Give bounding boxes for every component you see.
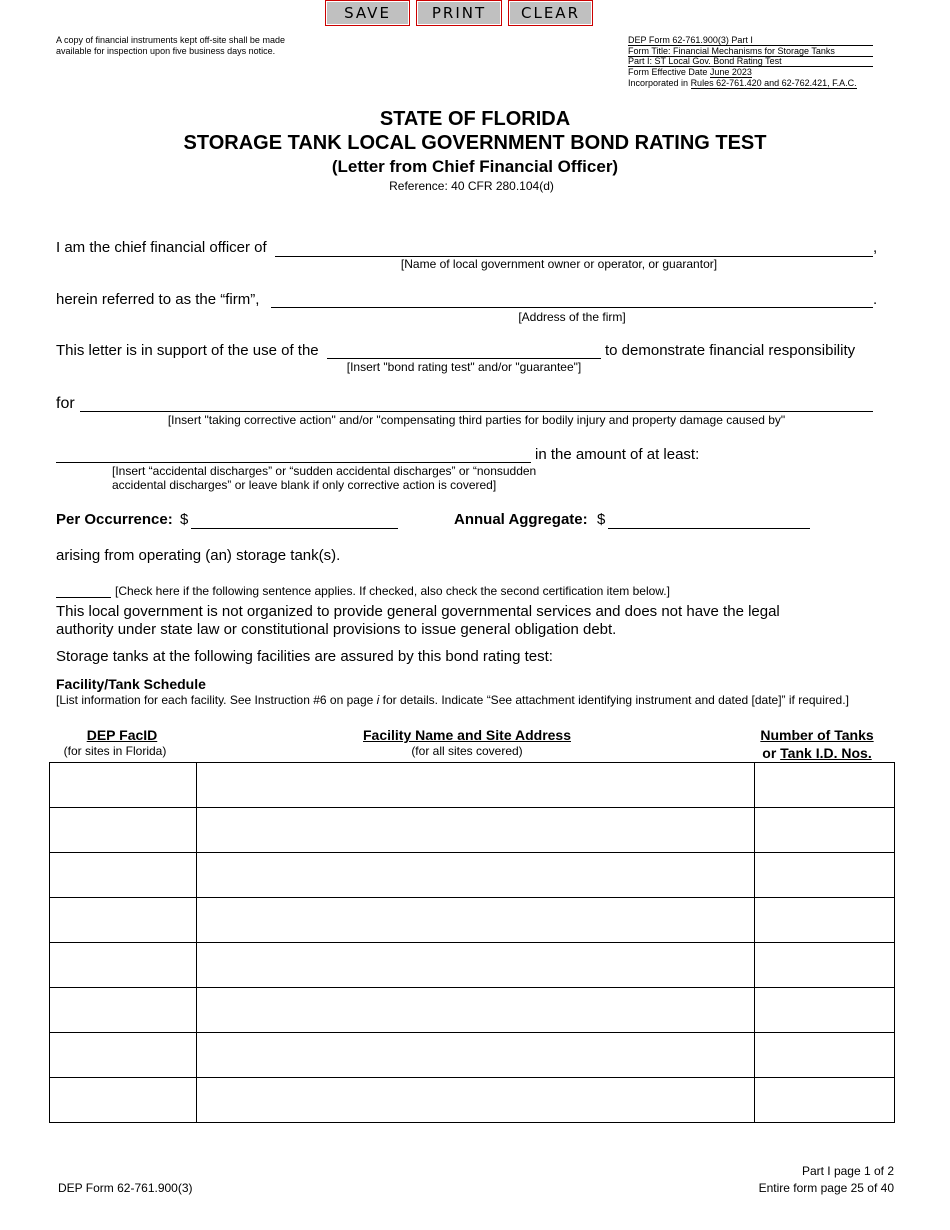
table-row	[50, 808, 895, 853]
form-effective-label: Form Effective Date	[628, 67, 708, 77]
footer-entire-page: Entire form page 25 of 40	[758, 1181, 894, 1195]
footer-form-id: DEP Form 62-761.900(3)	[58, 1181, 193, 1195]
col-facid-sub: (for sites in Florida)	[63, 744, 167, 758]
facility-name-cell[interactable]	[196, 943, 755, 988]
title-state: STATE OF FLORIDA	[379, 108, 571, 130]
schedule-heading: Facility/Tank Schedule	[56, 676, 206, 692]
save-button[interactable]: SAVE	[325, 0, 410, 26]
table-row	[50, 988, 895, 1033]
schedule-instructions-post: for details. Indicate “See attachment identifying instrument and dated [date]” if required.]	[379, 693, 849, 707]
tanks-cell[interactable]	[755, 898, 895, 943]
amount-suffix: in the amount of at least:	[535, 446, 700, 463]
table-row	[50, 943, 895, 988]
form-effective-line	[628, 67, 873, 77]
assured-text: Storage tanks at the following facilities are assured by this bond rating test:	[56, 648, 553, 665]
per-occurrence-label: Per Occurrence:	[56, 511, 173, 528]
facility-name-cell[interactable]	[196, 1078, 755, 1123]
firm-prefix: herein referred to as the “firm”,	[56, 291, 260, 308]
facid-cell[interactable]	[50, 853, 197, 898]
offsite-notice-line-2: available for inspection upon five business days notice.	[56, 46, 276, 56]
clear-button[interactable]: CLEAR	[508, 0, 593, 26]
facility-name-cell[interactable]	[196, 1033, 755, 1078]
form-part-line: Part I: ST Local Gov. Bond Rating Test	[628, 56, 873, 67]
col-tanks-header-2-text: Tank I.D. Nos.	[780, 745, 872, 761]
amount-caption-2: accidental discharges” or leave blank if only corrective action is covered]	[112, 478, 497, 492]
cfo-prefix: I am the chief financial officer of	[56, 239, 267, 256]
facid-cell[interactable]	[50, 898, 197, 943]
schedule-instructions-page: i	[376, 693, 380, 707]
form-title-line: Form Title: Financial Mechanisms for Storage Tanks	[628, 46, 873, 57]
facid-cell[interactable]	[50, 1033, 197, 1078]
schedule-instructions	[56, 693, 849, 707]
discharge-type-field[interactable]	[56, 461, 531, 463]
table-row	[50, 898, 895, 943]
facility-name-cell[interactable]	[196, 763, 755, 808]
table-row	[50, 763, 895, 808]
annual-aggregate-label: Annual Aggregate:	[454, 511, 588, 528]
per-occurrence-currency: $	[180, 511, 189, 528]
check-note: [Check here if the following sentence applies. If checked, also check the second certification item below.]	[115, 584, 670, 598]
col-facility-header: Facility Name and Site Address	[363, 727, 571, 743]
facid-cell[interactable]	[50, 988, 197, 1033]
support-suffix: to demonstrate financial responsibility	[605, 342, 856, 359]
schedule-instructions-pre: [List information for each facility. See Instruction #6 on page	[56, 693, 377, 707]
mechanism-field[interactable]	[327, 357, 601, 359]
form-incorporated-rules: Rules 62-761.420 and 62-762.421, F.A.C.	[690, 78, 857, 88]
form-incorporated-label: Incorporated in	[628, 78, 689, 88]
for-caption: [Insert "taking corrective action" and/or "compensating third parties for bodily injury and property damage caused by"	[167, 413, 786, 427]
for-prefix: for	[56, 395, 75, 412]
support-caption: [Insert "bond rating test" and/or "guarantee"]	[346, 360, 582, 374]
col-tanks-header-1: Number of Tanks	[760, 727, 874, 743]
form-incorporated-line	[628, 78, 873, 88]
annual-aggregate-currency: $	[597, 511, 606, 528]
cfo-suffix: ,	[873, 239, 878, 256]
col-facility-sub: (for all sites covered)	[411, 744, 523, 758]
print-button[interactable]: PRINT	[416, 0, 502, 26]
facid-cell[interactable]	[50, 1078, 197, 1123]
tanks-cell[interactable]	[755, 943, 895, 988]
table-row	[50, 1078, 895, 1123]
col-tanks-header-2	[740, 745, 894, 761]
form-effective-date: June 2023	[709, 67, 752, 77]
support-prefix: This letter is in support of the use of the	[56, 342, 319, 359]
tanks-cell[interactable]	[755, 763, 895, 808]
offsite-notice-line-1: A copy of financial instruments kept off-site shall be made	[56, 35, 285, 45]
form-number: DEP Form 62-761.900(3) Part I	[628, 35, 873, 46]
not-organized-line-1: This local government is not organized to provide general governmental services and does not have the legal	[56, 603, 780, 620]
tanks-cell[interactable]	[755, 853, 895, 898]
table-row	[50, 853, 895, 898]
amount-caption-1: [Insert “accidental discharges” or “sudden accidental discharges” or “nonsudden	[112, 464, 537, 478]
tanks-cell[interactable]	[755, 808, 895, 853]
firm-address-field[interactable]	[271, 306, 873, 308]
not-organized-checkbox[interactable]	[56, 596, 111, 598]
table-row	[50, 1033, 895, 1078]
facility-name-cell[interactable]	[196, 853, 755, 898]
not-organized-line-2: authority under state law or constitutional provisions to issue general obligation debt.	[56, 621, 617, 638]
facid-cell[interactable]	[50, 763, 197, 808]
per-occurrence-field[interactable]	[191, 511, 398, 529]
reference: Reference: 40 CFR 280.104(d)	[389, 179, 554, 193]
facility-name-cell[interactable]	[196, 988, 755, 1033]
col-tanks-header-2-pre: or	[762, 745, 781, 761]
col-facid-header: DEP FacID	[86, 727, 158, 743]
tanks-cell[interactable]	[755, 988, 895, 1033]
annual-aggregate-field[interactable]	[608, 511, 810, 529]
tanks-cell[interactable]	[755, 1033, 895, 1078]
firm-suffix: .	[873, 291, 878, 308]
facility-name-cell[interactable]	[196, 808, 755, 853]
footer-part-page: Part I page 1 of 2	[801, 1164, 894, 1178]
cfo-caption: [Name of local government owner or operator, or guarantor]	[400, 257, 718, 271]
firm-caption: [Address of the firm]	[518, 310, 626, 324]
page-title: STORAGE TANK LOCAL GOVERNMENT BOND RATING TEST	[183, 132, 767, 154]
page-subtitle: (Letter from Chief Financial Officer)	[331, 157, 619, 176]
facility-name-cell[interactable]	[196, 898, 755, 943]
facility-schedule-table	[49, 762, 895, 1123]
arising-text: arising from operating (an) storage tank(s).	[56, 547, 341, 564]
facid-cell[interactable]	[50, 943, 197, 988]
tanks-cell[interactable]	[755, 1078, 895, 1123]
coverage-type-field[interactable]	[80, 410, 873, 412]
facid-cell[interactable]	[50, 808, 197, 853]
